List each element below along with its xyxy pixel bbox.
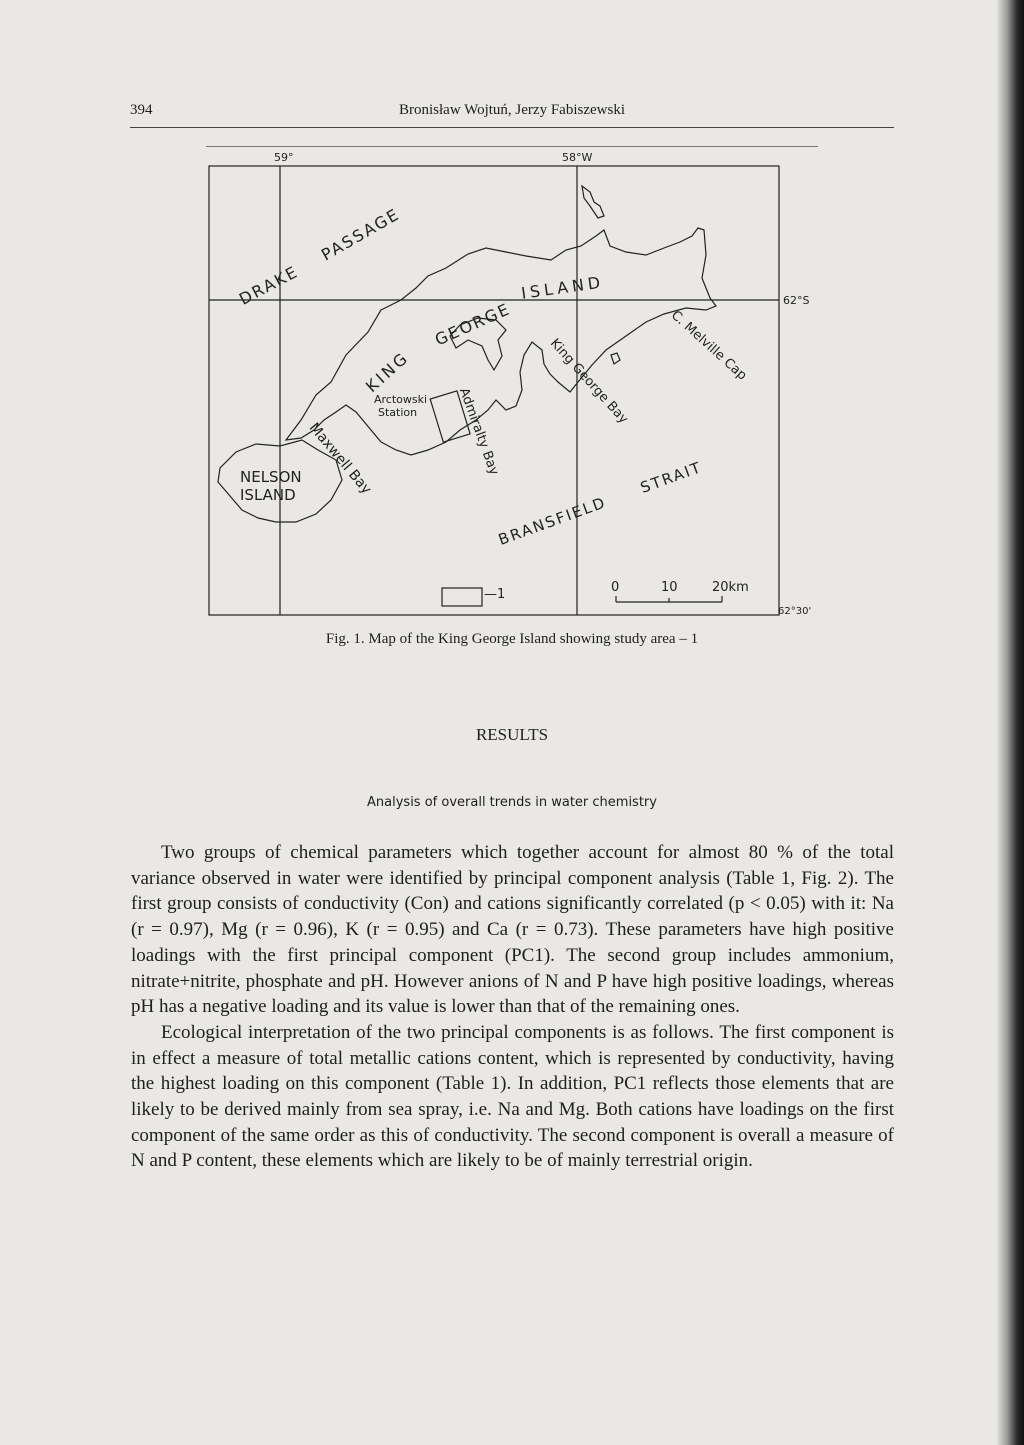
label-nelson-island: ISLAND xyxy=(240,486,296,504)
label-strait: STRAIT xyxy=(638,457,705,497)
body-text xyxy=(131,840,894,1174)
label-george: GEORGE xyxy=(432,299,514,350)
lon-label-58: 58°W xyxy=(562,151,593,164)
page-header xyxy=(130,100,894,124)
scale-tick-10: 10 xyxy=(661,580,678,595)
label-drake: DRAKE xyxy=(236,261,302,309)
lat-label-6230: 62°30' xyxy=(778,606,812,617)
label-nelson: NELSON xyxy=(240,468,302,486)
islet-bay xyxy=(611,353,620,364)
section-title: RESULTS xyxy=(475,725,549,744)
label-bransfield: BRANSFIELD xyxy=(496,493,609,549)
scale-tick-20: 20km xyxy=(712,580,749,595)
page-number: 394 xyxy=(130,102,153,118)
label-king: KING xyxy=(362,347,414,397)
running-head: Bronisław Wojtuń, Jerzy Fabiszewski xyxy=(399,102,625,118)
paragraph: Two groups of chemical parameters which together account for almost 80 % of the total variance observed in water were identified by principal component analysis (Table 1, Fig. 2). The first group consists of conductivity (Con) and cations significantly correlated (p < 0.05) with it: Na (r = 0.97), Mg (r = 0.96), K (r = 0.95) and Ca (r = 0.73). These parameters have high positive loadings with the first principal component (PC1). The second group includes ammonium, nitrate+nitrite, phosphate and pH. However anions of N and P have high positive loadings, whereas pH has a negative loading and its value is lower than that of the remaining ones. xyxy=(131,842,894,1018)
label-king-george-bay: King George Bay xyxy=(546,336,631,427)
map-graphic xyxy=(206,150,836,625)
lon-label-59: 59° xyxy=(274,151,294,164)
legend-label: —1 xyxy=(484,587,506,602)
lat-label-62: 62°S xyxy=(783,294,810,307)
figure-caption: Fig. 1. Map of the King George Island showing study area – 1 xyxy=(325,631,699,647)
islet-north xyxy=(582,186,604,218)
page-edge-shadow xyxy=(996,0,1024,1445)
label-arctowski: Arctowski xyxy=(374,393,428,406)
king-george-island-outline xyxy=(286,228,716,455)
legend-box xyxy=(442,588,482,606)
label-island: ISLAND xyxy=(520,272,606,303)
scale-tick-0: 0 xyxy=(611,580,620,595)
figure-map xyxy=(206,150,836,625)
label-maxwell-bay: Maxwell Bay xyxy=(305,420,375,498)
label-station: Station xyxy=(378,406,418,419)
label-melville-cap: C. Melville Cap xyxy=(667,308,750,384)
subsection-title: Analysis of overall trends in water chemistry xyxy=(367,795,657,810)
label-passage: PASSAGE xyxy=(318,204,404,265)
header-rule xyxy=(130,127,894,128)
paragraph: Ecological interpretation of the two principal components is as follows. The first component is in effect a measure of total metallic cations content, which is represented by conductivity, having the highest loading on this component (Table 1). In addition, PC1 reflects those elements that are likely to be derived mainly from sea spray, i.e. Na and Mg. Both cations have loadings on the first component of the same order as this of conductivity. The second component is overall a measure of N and P content, these elements which are likely to be of mainly terrestrial origin. xyxy=(131,1021,894,1172)
figure-top-rule xyxy=(206,146,818,147)
label-admiralty-bay: Admiralty Bay xyxy=(455,386,502,478)
